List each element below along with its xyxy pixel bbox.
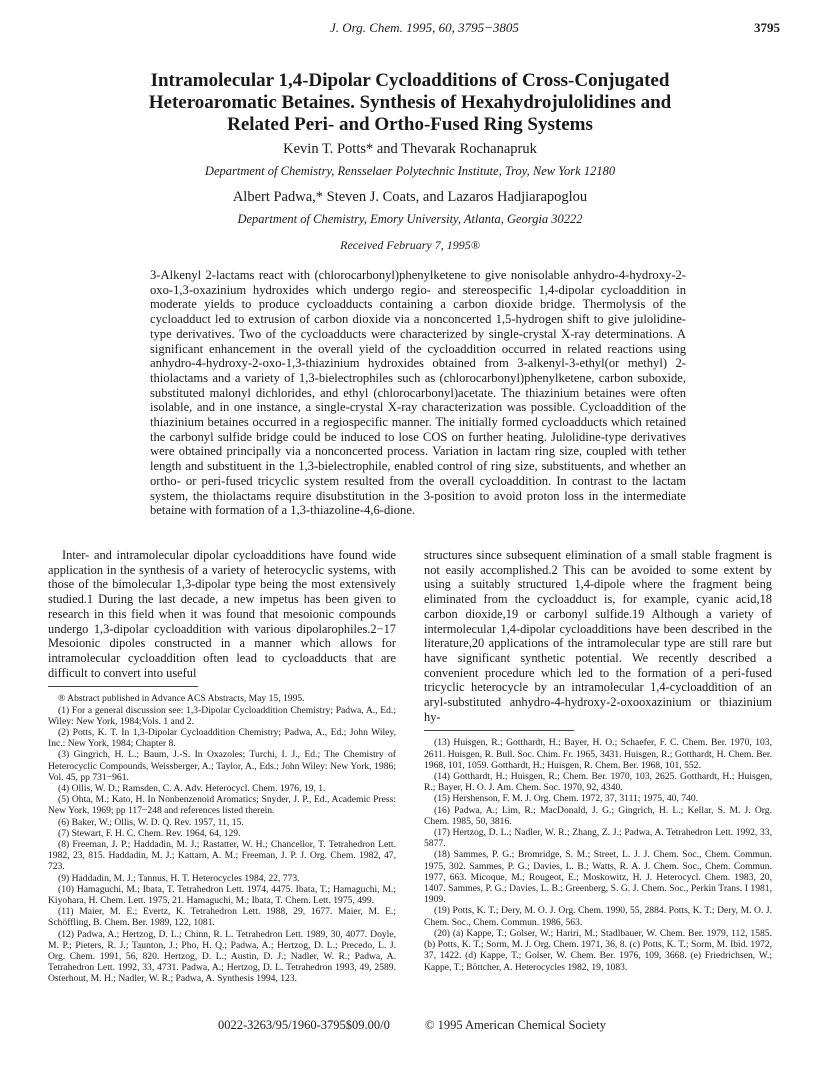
footnote: (4) Ollis, W. D.; Ramsden, C. A. Adv. Heterocycl. Chem. 1976, 19, 1.	[58, 782, 326, 794]
footnote: (15) Hershenson, F. M. J. Org. Chem. 1972, 37, 3111; 1975, 40, 740.	[434, 793, 699, 805]
footnote: (9) Haddadin, M. J.; Tannus, H. T. Heterocycles 1984, 22, 773.	[58, 872, 300, 884]
footnote: (3) Gingrich, H. L.; Baum, J.-S. In Oxazoles; Turchi, I. J., Ed.; The Chemistry of Heterocyclic Compounds, Weissberger, A.; Taylor, A., Eds.; John Wiley: New York, 1986; Vol. 45, pp 731−961.	[48, 749, 396, 783]
affiliation-2: Department of Chemistry, Emory University, Atlanta, Georgia 30222	[237, 212, 583, 226]
footnote: (12) Padwa, A.; Hertzog, D. L.; Chinn, R. L. Tetrahedron Lett. 1989, 30, 4077. Doyle, M. P.; Pieters, R. J.; Taunton, J.; Pho, H. Q.; Padwa, A.; Hertzog, D. L.; Precedo, L. J. Org. Chem. 1991, 56, 820. Hertzog, D. L.; Austin, D. J.; Nadler, W. R.; Padwa, A. Tetrahedron Lett. 1992, 33, 4731. Padwa, A.; Hertzog, D. L. Tetrahedron 1993, 49, 2589. Osterhout, M. H.; Nadler, W. R.; Padwa, A. Synthesis 1994, 123.	[48, 928, 396, 985]
abstract: 3-Alkenyl 2-lactams react with (chlorocarbonyl)phenylketene to give nonisolable anhydro-4-hydroxy-2-oxo-1,3-oxazinium hydroxides which undergo regio- and stereospecific 1,4-dipolar cycloaddition in moderate yields to produce cycloadducts containing a carbon dioxide bridge. Thermolysis of the cycloadduct led to extrusion of carbon dioxide via a nonconcerted 1,5-hydrogen shift to give julolidine-type derivatives. Two of the cycloadducts were characterized by single-crystal X-ray determinations. A significant enhancement in the overall yield of the cycloaddition occurred in related reactions using anhydro-4-hydroxy-2-oxo-1,3-thiazinium hydroxides obtained from 3-alkenyl-3-ethyl(or methyl) 2-thiolactams and a variety of 1,3-bielectrophiles such as (chlorocarbonyl)phenylketene, carbon suboxide, substituted malonyl dichlorides, and ethyl (chlorocarbonyl)acetate. The thiazinium betaines were often isolable, and in one instance, a single-crystal X-ray characterization was possible. Cycloaddition of the thiazinium betaines occurred in a regiospecific manner. The initially formed cycloadducts which retained the carbonyl sulfide bridge could be induced to lose COS on further heating. Julolidine-type derivatives were obtained principally via a nonconcerted process. Variation in lactam ring size, coupled with tether length and substituent in the 1,3-bielectrophile, enabled control of ring size, substituents, and whether an ortho- or peri-fused tricyclic system resulted from the overall cycloaddition. In contrast to the lactam system, the thiolactams require disubstitution in the 3-position to avoid proton loss in the intermediate betaine with formation of a 1,3-thiazoline-4,6-dione.	[150, 268, 686, 518]
author-list-1: Kevin T. Potts* and Thevarak Rochanapruk	[283, 141, 537, 157]
left-column	[48, 548, 396, 985]
footnote: (17) Hertzog, D. L.; Nadler, W. R.; Zhang, Z. J.; Padwa, A. Tetrahedron Lett. 1992, 33, 5877.	[424, 827, 772, 850]
footnote: (14) Gotthardt, H.; Huisgen, R.; Chem. Ber. 1970, 103, 2625. Gotthardt, H.; Huisgen, R.; Bayer, H. O. J. Am. Chem. Soc. 1970, 92, 4340.	[424, 771, 772, 794]
footnote: (18) Sammes, P. G.; Bromridge, S. M.; Street, L. J. J. Chem. Soc., Chem. Commun. 1975, 302. Sammes, P. G.; Davies, L. B.; Watts, R. A. J. Chem. Soc., Chem. Commun. 1977, 663. Micoque, M.; Rougeot, E.; Moskowitz, H. J. Heterocycl. Chem. 1983, 20, 1407. Sammes, P. G.; Davies, L. B.; Greenberg, S. G. J. Chem. Soc., Perkin Trans. I 1981, 1909.	[424, 849, 772, 906]
copyright: © 1995 American Chemical Society	[425, 1018, 606, 1032]
footnote: (10) Hamaguchi, M.; Ibata, T. Tetrahedron Lett. 1974, 4475. Ibata, T.; Hamaguchi, M.; Kiyohara, H. Chem. Lett. 1975, 21. Hamaguchi, M.; Ibata, T. Chem. Lett. 1975, 499.	[48, 883, 396, 906]
received-date: Received February 7, 1995®	[340, 238, 480, 252]
footnote: (19) Potts, K. T.; Dery, M. O. J. Org. Chem. 1990, 55, 2884. Potts, K. T.; Dery, M. O. J. Chem. Soc., Chem. Commun. 1986, 563.	[424, 905, 772, 928]
page-number: 3795	[754, 20, 780, 35]
footnote: ® Abstract published in Advance ACS Abstracts, May 15, 1995.	[58, 693, 305, 705]
footnote-divider	[48, 686, 198, 687]
journal-citation: J. Org. Chem. 1995, 60, 3795−3805	[330, 20, 519, 35]
footnote: (8) Freeman, J. P.; Haddadin, M. J.; Rastatter, W. H.; Chancellor, T. Tetrahedron Lett. 1982, 23, 815. Haddadin, M. J.; Kattarn, A. M.; Freeman, J. P. J. Org. Chem. 1982, 47, 723.	[48, 838, 396, 873]
article-code: 0022-3263/95/1960-3795$09.00/0	[218, 1018, 390, 1032]
footnote: (13) Huisgen, R.; Gotthardt, H.; Bayer, H. O.; Schaefer, F. C. Chem. Ber. 1970, 103, 2611. Huisgen, R. Bull. Soc. Chim. Fr. 1965, 3431. Huisgen, R.; Gotthardt, H. Chem. Ber. 1968, 101, 1059. Gotthardt, H.; Huisgen, R. Chem. Ber. 1968, 101, 552.	[424, 737, 772, 771]
page-header	[130, 20, 780, 40]
footnote: (16) Padwa, A.; Lim, R.; MacDonald, J. G.; Gingrich, H. L.; Kellar, S. M. J. Org. Chem. 1985, 50, 3816.	[424, 804, 772, 827]
footnote: (11) Maier, M. E.; Evertz, K. Tetrahedron Lett. 1988, 29, 1677. Maier, M. E.; Schöffling, B. Chem. Ber. 1989, 122, 1081.	[48, 906, 396, 929]
intro-paragraph-right: structures since subsequent elimination of a small stable fragment is not easily accomplished.2 This can be avoided to some extent by using a suitably structured 1,4-dipole where the fragment being eliminated from the cycloadduct is, for example, cyanic acid,18 carbon dioxide,19 or carbonyl sulfide.19 Although a variety of intermolecular 1,4-dipolar cycloadditions have been described in the literature,20 applications of the intramolecular type are still rare but have significant synthetic potential. We recently described a convenient procedure which led to the formation of a peri-fused tricyclic heterocycle by an intramolecular 1,4-cycloaddition of an aryl-substituted anhydro-4-hydroxy-2-oxooxazinium or thiazinium hy-	[424, 548, 772, 724]
footnote-divider	[424, 730, 574, 731]
footnote: (6) Baker, W.; Ollis, W. D. Q. Rev. 1957, 11, 15.	[58, 816, 244, 828]
affiliation-1: Department of Chemistry, Rensselaer Polytechnic Institute, Troy, New York 12180	[204, 164, 616, 178]
right-column	[424, 548, 772, 973]
footnote: (20) (a) Kappe, T.; Golser, W.; Hariri, M.; Stadlbauer, W. Chem. Ber. 1979, 112, 1585. (b) Potts, K. T.; Sorm, M. J. Org. Chem. 1971, 36, 8. (c) Potts, K. T.; Sorm, M. Ibid. 1972, 37, 1422. (d) Kappe, T.; Golser, W. Chem. Ber. 1976, 109, 3668. (e) Friedrichsen, W.; Kappe, T.; Böttcher, A. Heterocycles 1982, 19, 1083.	[424, 927, 772, 973]
footnote: (1) For a general discussion see: 1,3-Dipolar Cycloaddition Chemistry; Padwa, A., Ed.; Wiley: New York, 1984;Vols. 1 and 2.	[48, 704, 396, 727]
title-line-1: Intramolecular 1,4-Dipolar Cycloadditions of Cross-Conjugated	[150, 70, 670, 91]
intro-paragraph-left: Inter- and intramolecular dipolar cycloadditions have found wide application in the synthesis of a variety of heterocyclic systems, with those of the bimolecular 1,3-dipolar type being the most extensively studied.1 During the last decade, a new impetus has been given to research in this field when it was found that mesoionic compounds undergo 1,3-dipolar cycloaddition with various dipolarophiles.2−17 Mesoionic dipoles constructed in a manner which allows for intramolecular cycloaddition often lead to cycloadducts that are difficult to convert into useful	[48, 548, 396, 680]
footnotes-left	[48, 693, 396, 984]
footnotes-right	[424, 737, 772, 972]
author-list-2: Albert Padwa,* Steven J. Coats, and Lazaros Hadjiarapoglou	[232, 189, 588, 205]
title-line-3: Related Peri- and Ortho-Fused Ring Systems	[227, 114, 593, 135]
footnote: (7) Stewart, F. H. C. Chem. Rev. 1964, 64, 129.	[58, 827, 241, 839]
footnote: (5) Ohta, M.; Kato, H. In Nonbenzenoid Aromatics; Snyder, J. P., Ed., Academic Press: New York, 1969; pp 117−248 and references listed therein.	[48, 794, 396, 817]
title-line-2: Heteroaromatic Betaines. Synthesis of Hexahydrojulolidines and	[148, 92, 672, 113]
article-title	[100, 70, 720, 136]
footnote: (2) Potts, K. T. In 1,3-Dipolar Cycloaddition Chemistry; Padwa, A., Ed.; John Wiley, Inc.: New York, 1984; Chapter 8.	[48, 726, 396, 750]
